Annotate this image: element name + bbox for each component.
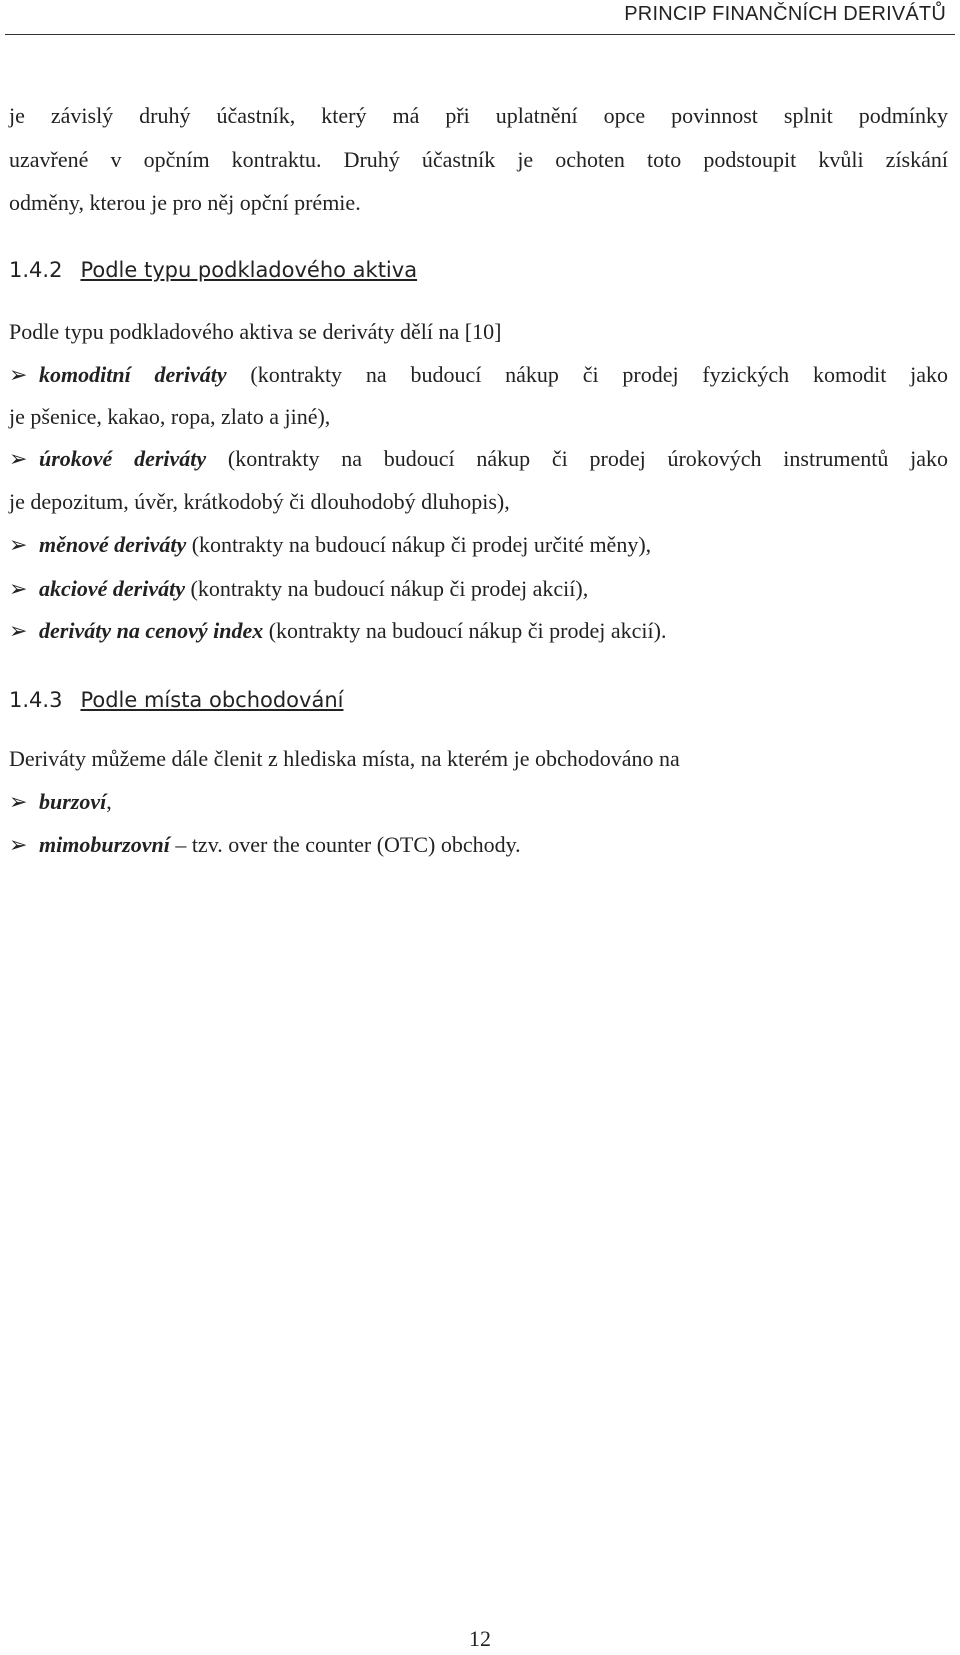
- section-title: Podle místa obchodování: [80, 688, 344, 712]
- section-lead: Podle typu podkladového aktiva se deriváty dělí na [10]: [9, 319, 502, 344]
- list-item-exchange: [9, 788, 112, 816]
- list-item-otc: [9, 831, 521, 859]
- section-number: 1.4.3: [9, 688, 63, 712]
- arrow-bullet-icon: ➢: [9, 362, 28, 387]
- list-item-term: úrokové deriváty: [39, 446, 207, 471]
- list-item-index: [9, 617, 666, 645]
- list-item-term: komoditní deriváty: [39, 362, 227, 387]
- page-number: 12: [469, 1626, 491, 1651]
- arrow-bullet-icon: ➢: [9, 576, 28, 601]
- list-item-text: (kontrakty na budoucí nákup či prodej fyzických komodit jako: [226, 362, 949, 387]
- header-divider: [5, 34, 955, 35]
- list-item-term: burzoví: [39, 789, 107, 814]
- list-item-term: měnové deriváty: [39, 532, 187, 557]
- arrow-bullet-icon: ➢: [9, 618, 28, 643]
- intro-line-3: odměny, kterou je pro něj opční prémie.: [9, 190, 361, 215]
- list-item-continuation: je pšenice, kakao, ropa, zlato a jiné),: [9, 404, 331, 429]
- arrow-bullet-icon: ➢: [9, 532, 28, 557]
- list-item-interest: [9, 445, 948, 473]
- list-item-term: deriváty na cenový index: [39, 618, 264, 643]
- list-item-term: mimoburzovní: [39, 832, 170, 857]
- section-title: Podle typu podkladového aktiva: [80, 258, 418, 282]
- intro-line-1: je závislý druhý účastník, který má při uplatnění opce povinnost splnit podmínky: [9, 103, 948, 128]
- arrow-bullet-icon: ➢: [9, 789, 28, 814]
- page-header: [0, 0, 960, 38]
- list-item-text: (kontrakty na budoucí nákup či prodej úrokových instrumentů jako: [206, 446, 949, 471]
- section-heading-1-4-3: [9, 688, 343, 712]
- list-item-text: ,: [106, 789, 112, 814]
- arrow-bullet-icon: ➢: [9, 832, 28, 857]
- list-item-continuation: je depozitum, úvěr, krátkodobý či dlouhodobý dluhopis),: [9, 489, 510, 514]
- intro-line-2: uzavřené v opčním kontraktu. Druhý účastník je ochoten toto podstoupit kvůli získání: [9, 147, 948, 172]
- list-item-text: – tzv. over the counter (OTC) obchody.: [169, 832, 521, 857]
- running-header-title: PRINCIP FINANČNÍCH DERIVÁTŮ: [624, 3, 946, 25]
- section-lead: Deriváty můžeme dále členit z hlediska místa, na kterém je obchodováno na: [9, 746, 680, 771]
- list-item-term: akciové deriváty: [39, 576, 185, 601]
- arrow-bullet-icon: ➢: [9, 446, 28, 471]
- list-item-text: (kontrakty na budoucí nákup či prodej určité měny),: [186, 532, 652, 557]
- list-item-text: (kontrakty na budoucí nákup či prodej akcií).: [263, 618, 667, 643]
- list-item-commodity: [9, 361, 948, 389]
- section-heading-1-4-2: [9, 258, 417, 282]
- list-item-text: (kontrakty na budoucí nákup či prodej akcií),: [185, 576, 589, 601]
- section-number: 1.4.2: [9, 258, 63, 282]
- list-item-currency: [9, 531, 651, 559]
- list-item-equity: [9, 575, 588, 603]
